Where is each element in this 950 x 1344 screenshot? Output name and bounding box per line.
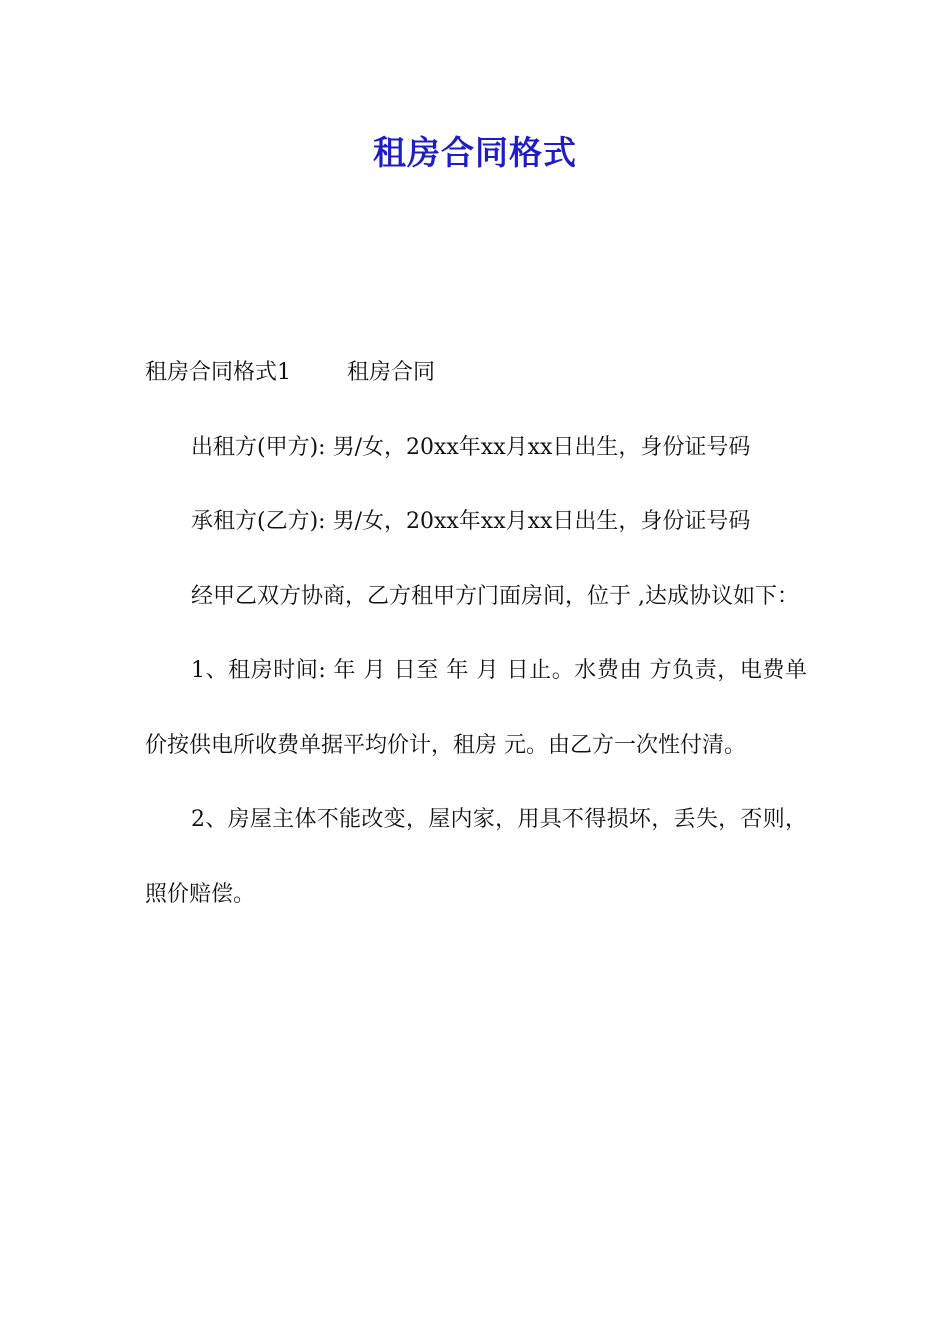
document-title: 租房合同格式 xyxy=(373,133,577,172)
paragraph-lessor: 出租方(甲方): 男/女，20xx年xx月xx日出生，身份证号码 xyxy=(191,434,751,460)
section-heading xyxy=(145,336,807,411)
paragraph-clause-2: 2、房屋主体不能改变，屋内家，用具不得损坏，丢失，否则，照价赔偿。 xyxy=(145,807,807,907)
paragraph-agreement: 经甲乙双方协商，乙方租甲方门面房间，位于 ,达成协议如下： xyxy=(191,583,799,609)
section-heading-right: 租房合同 xyxy=(347,360,436,385)
paragraph-lessee: 承租方(乙方): 男/女，20xx年xx月xx日出生，身份证号码 xyxy=(191,509,751,534)
document-body xyxy=(145,336,807,932)
paragraph-clause-1: 1、租房时间: 年 月 日至 年 月 日止。水费由 方负责，电费单价按供电所收费单据平均价计，租房 元。由乙方一次性付清。 xyxy=(145,658,807,758)
section-heading-left: 租房合同格式1 xyxy=(145,360,291,385)
